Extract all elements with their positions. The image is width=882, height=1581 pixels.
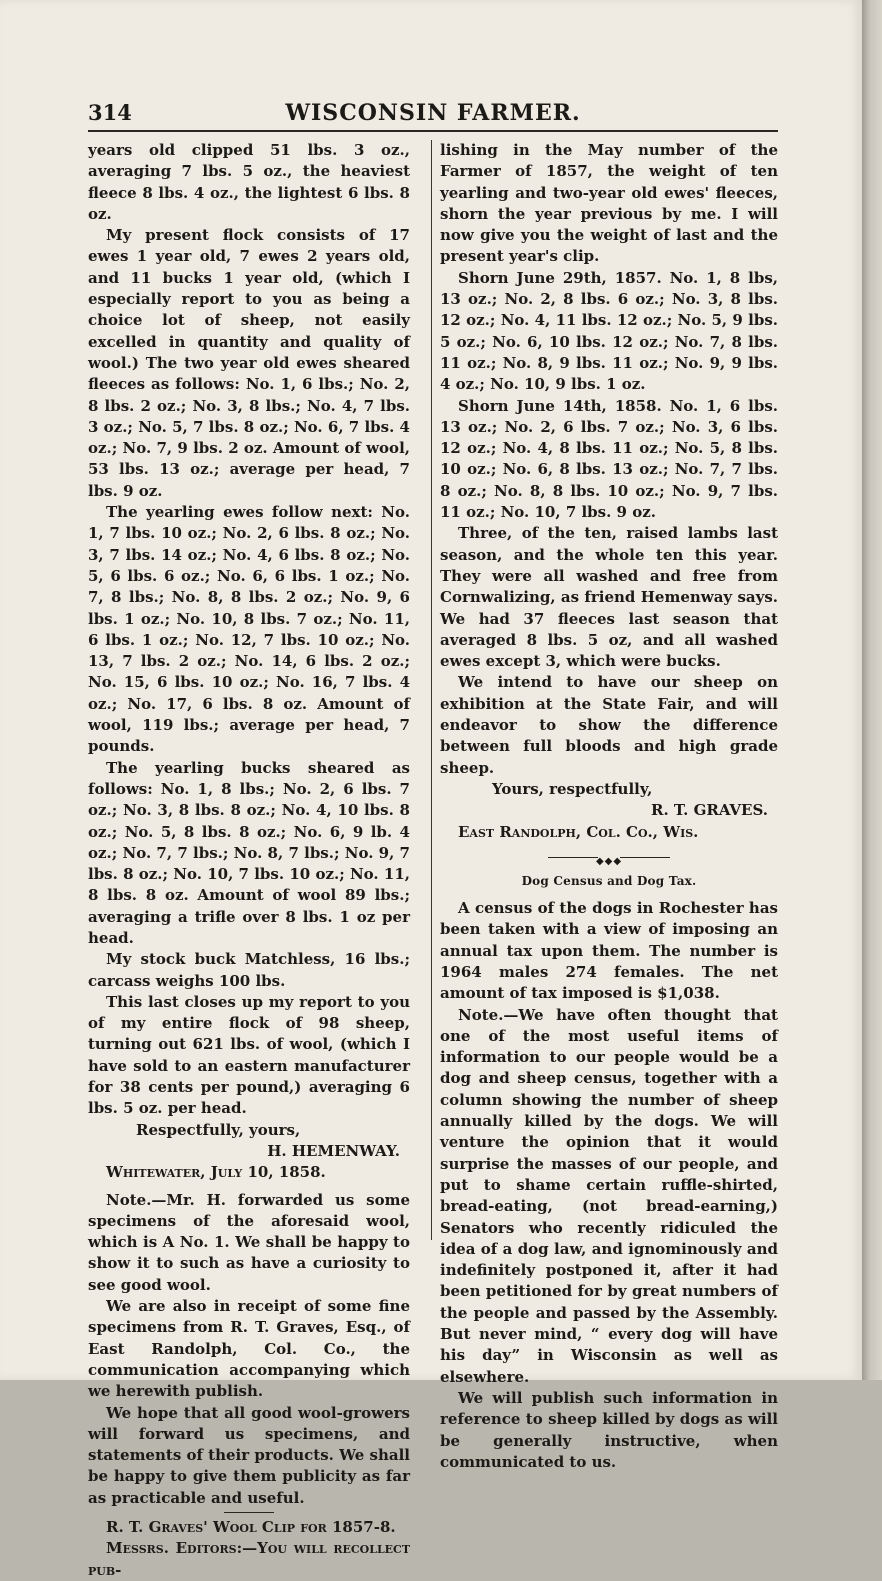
running-title: WISCONSIN FARMER. [285, 100, 581, 126]
header-rule [88, 130, 778, 132]
paragraph: A census of the dogs in Rochester has been taken with a view of imposing an annual tax upon them. The number is 1964 males 274 females. The net amount of tax imposed is $1,038. [440, 899, 778, 1003]
note-paragraph: We are also in receipt of some fine specimens from R. T. Graves, Esq., of East Randolph, Col. Co., the communication accompanying which we herewith publish. [88, 1297, 410, 1401]
closing: Respectfully, yours, [136, 1120, 301, 1139]
ornament-line [548, 857, 598, 858]
paragraph: The yearling ewes follow next: No. 1, 7 lbs. 10 oz.; No. 2, 6 lbs. 8 oz.; No. 3, 7 lbs. 14 oz.; No. 4, 6 lbs. 8 oz.; No. 5, 6 lbs. 6 oz.; No. 6, 6 lbs. 1 oz.; No. 7, 8 lbs.; No. 8, 8 lbs. 2 oz.; No. 9, 6 lbs. 1 oz.; No. 10, 8 lbs. 7 oz.; No. 11, 6 lbs. 1 oz.; No. 12, 7 lbs. 10 oz.; No. 13, 7 lbs. 2 oz.; No. 14, 6 lbs. 2 oz.; No. 15, 6 lbs. 10 oz.; No. 16, 7 lbs. 4 oz.; No. 17, 6 lbs. 8 oz. Amount of wool, 119 lbs.; average per head, 7 pounds. [88, 503, 410, 756]
note-paragraph: Note.—Mr. H. forwarded us some specimens of the aforesaid wool, which is A No. 1. We shall be happy to show it to such as have a curiosity to see good wool. [88, 1190, 410, 1294]
paragraph: lishing in the May number of the Farmer of 1857, the weight of ten yearling and two-year old ewes' fleeces, shorn the year previous by me. I will now give you the weight of last and the present year's clip. [440, 141, 778, 266]
article-heading: Dog Census and Dog Tax. [521, 873, 697, 888]
paragraph: We will publish such information in reference to sheep killed by dogs as will be generally instructive, when communicated to us. [440, 1388, 778, 1471]
ornament-line [620, 857, 670, 858]
column-divider [431, 140, 432, 1240]
paragraph: This last closes up my report to you of my entire flock of 98 sheep, turning out 621 lbs. of wool, (which I have sold to an eastern manufacturer for 38 cents per pound,) averaging 6 lbs. 5 oz. per head. [88, 992, 410, 1118]
paragraph: Shorn June 14th, 1858. No. 1, 6 lbs. 13 oz.; No. 2, 6 lbs. 7 oz.; No. 3, 6 lbs. 12 oz.; No. 4, 8 lbs. 11 oz.; No. 5, 8 lbs. 10 oz.; No. 6, 8 lbs. 13 oz.; No. 7, 7 lbs. 8 oz.; No. 8, 8 lbs. 10 oz.; No. 9, 7 lbs. 11 oz.; No. 10, 7 lbs. 9 oz. [440, 396, 778, 522]
paragraph: My present flock consists of 17 ewes 1 year old, 7 ewes 2 years old, and 11 bucks 1 year old, (which I especially report to you as being a choice lot of sheep, not easily excelled in quantity and quality of wool.) The two year old ewes sheared fleeces as follows: No. 1, 6 lbs.; No. 2, 8 lbs. 2 oz.; No. 3, 8 lbs.; No. 4, 7 lbs. 3 oz.; No. 5, 7 lbs. 8 oz.; No. 6, 7 lbs. 4 oz.; No. 7, 9 lbs. 2 oz. Amount of wool, 53 lbs. 13 oz.; average per head, 7 lbs. 9 oz. [88, 226, 410, 500]
diamond-ornament-icon: ◆◆◆ [595, 855, 623, 867]
paragraph: The yearling bucks sheared as follows: No. 1, 8 lbs.; No. 2, 6 lbs. 7 oz.; No. 3, 8 lbs. 8 oz.; No. 4, 10 lbs. 8 oz.; No. 5, 8 lbs. 8 oz.; No. 6, 9 lb. 4 oz.; No. 7, 7 lbs.; No. 8, 7 lbs.; No. 9, 7 lbs. 8 oz.; No. 10, 7 lbs. 10 oz.; No. 11, 8 lbs. 8 oz. Amount of wool 89 lbs.; averaging a trifle over 8 lbs. 1 oz per head. [88, 758, 410, 947]
article-heading: R. T. Graves' Wool Clip for 1857-8. [106, 1518, 396, 1536]
signature: R. T. GRAVES. [651, 801, 768, 820]
paragraph: Shorn June 29th, 1857. No. 1, 8 lbs, 13 oz.; No. 2, 8 lbs. 6 oz.; No. 3, 8 lbs. 12 oz.; No. 4, 11 lbs. 12 oz.; No. 5, 9 lbs. 5 oz.; No. 6, 10 lbs. 12 oz.; No. 7, 8 lbs. 11 oz.; No. 8, 9 lbs. 11 oz.; No. 9, 9 lbs. 4 oz.; No. 10, 9 lbs. 1 oz. [440, 268, 778, 394]
page-header [88, 100, 778, 130]
salutation: Messrs. Editors:—You will recollect pub- [88, 1539, 410, 1579]
paragraph: My stock buck Matchless, 16 lbs.; carcass weighs 100 lbs. [88, 950, 410, 990]
paragraph: We intend to have our sheep on exhibition at the State Fair, and will endeavor to show the difference between full bloods and high grade sheep. [440, 673, 778, 777]
note-paragraph: Note.—We have often thought that one of the most useful items of information to our people would be a dog and sheep census, together with a column showing the number of sheep annually killed by the dogs. We will venture the opinion that it would surprise the masses of our people, and put to shame certain ruffle-shirted, bread-eating, (not bread-earning,) Senators who recently ridiculed the idea of a dog law, and ignominously and indefinitely postponed it, after it had been petitioned for by great numbers of the people and passed by the Assembly. But never mind, “ every dog will have his day” in Wisconsin as well as elsewhere. [440, 1005, 778, 1386]
left-column [88, 140, 410, 1581]
place: East Randolph, Col. Co., Wis. [458, 822, 699, 841]
note-paragraph: We hope that all good wool-growers will forward us specimens, and statements of their products. We shall be happy to give them publicity as far as practicable and useful. [88, 1403, 410, 1507]
page-number: 314 [88, 100, 132, 125]
page-edge [862, 0, 882, 1380]
signature: H. HEMENWAY. [267, 1141, 400, 1160]
paragraph: Three, of the ten, raised lambs last season, and the whole ten this year. They were all washed and free from Cornwalizing, as friend Hemenway says. We had 37 fleeces last season that averaged 8 lbs. 5 oz, and all washed ewes except 3, which were bucks. [440, 524, 778, 671]
section-rule [224, 1512, 274, 1513]
right-column [440, 140, 778, 1473]
place-date: Whitewater, July 10, 1858. [106, 1163, 326, 1182]
paragraph: years old clipped 51 lbs. 3 oz., averaging 7 lbs. 5 oz., the heaviest fleece 8 lbs. 4 oz., the lightest 6 lbs. 8 oz. [88, 141, 410, 223]
closing: Yours, respectfully, [492, 779, 653, 798]
ornament-divider [440, 849, 778, 867]
